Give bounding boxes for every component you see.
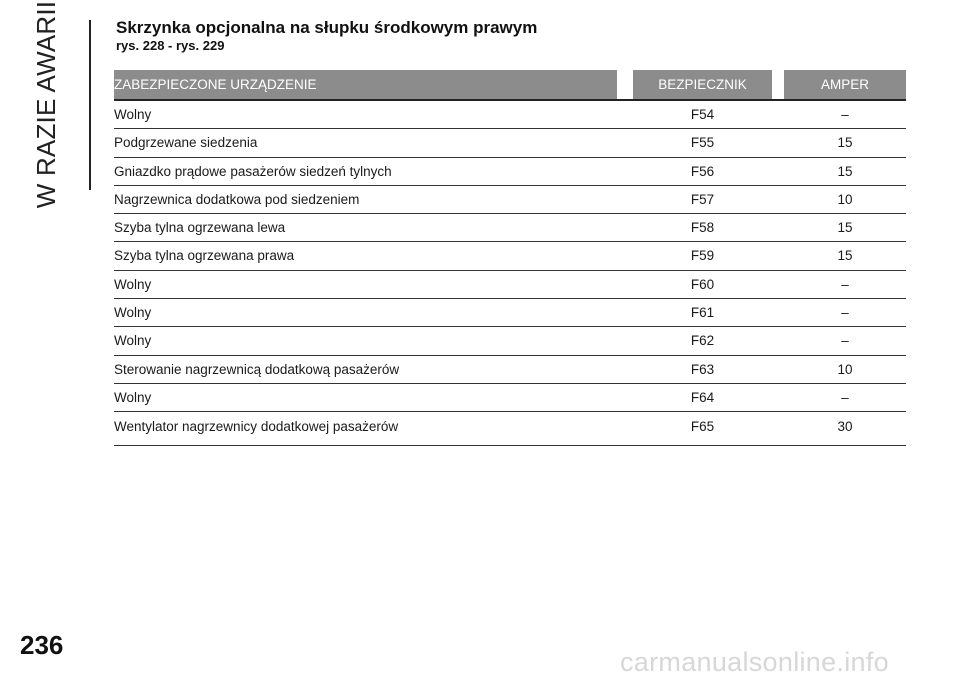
figure-reference: rys. 228 - rys. 229 — [116, 38, 225, 53]
side-divider — [89, 20, 91, 190]
cell-fuse: F63 — [690, 361, 715, 377]
cell-amp: 15 — [837, 248, 853, 264]
table-row — [114, 412, 906, 446]
cell-fuse: F55 — [690, 135, 715, 151]
cell-device: Wentylator nagrzewnicy dodatkowej pasażerów — [114, 419, 399, 435]
header-fuse: BEZPIECZNIK — [633, 70, 772, 99]
cell-amp: 10 — [837, 361, 853, 377]
page-title: Skrzynka opcjonalna na słupku środkowym prawym — [116, 18, 538, 37]
fuse-table — [114, 70, 906, 435]
cell-device: Sterowanie nagrzewnicą dodatkową pasażerów — [114, 361, 400, 377]
cell-fuse: F56 — [690, 163, 715, 179]
table-row — [114, 327, 906, 355]
cell-device: Wolny — [114, 333, 152, 349]
cell-fuse: F64 — [690, 389, 715, 405]
cell-fuse: F54 — [690, 107, 715, 122]
cell-device: Podgrzewane siedzenia — [114, 135, 258, 151]
section-side-title-text: W RAZIE AWARII — [31, 0, 62, 208]
cell-device: Szyba tylna ogrzewana lewa — [114, 220, 286, 236]
table-row — [114, 214, 906, 242]
watermark: carmanualsonline.info — [620, 647, 889, 677]
cell-amp: 30 — [837, 419, 853, 435]
cell-amp: 15 — [837, 135, 853, 151]
header-device: ZABEZPIECZONE URZĄDZENIE — [114, 70, 617, 99]
table-row — [114, 299, 906, 327]
table-row — [114, 129, 906, 157]
cell-amp: – — [841, 389, 849, 405]
cell-device: Nagrzewnica dodatkowa pod siedzeniem — [114, 191, 360, 207]
table-row — [114, 158, 906, 186]
cell-amp: – — [841, 333, 849, 349]
cell-fuse: F57 — [690, 191, 715, 207]
cell-amp: – — [841, 305, 849, 321]
cell-fuse: F59 — [690, 248, 715, 264]
page-number: 236 — [20, 630, 64, 660]
table-row — [114, 186, 906, 214]
cell-fuse: F58 — [690, 220, 715, 236]
section-side-title — [21, 0, 73, 208]
cell-device: Wolny — [114, 305, 152, 321]
header-amp: AMPER — [784, 70, 906, 99]
cell-amp: 15 — [837, 163, 853, 179]
cell-device: Wolny — [114, 107, 152, 122]
cell-device: Szyba tylna ogrzewana prawa — [114, 248, 295, 264]
table-body — [114, 101, 906, 446]
cell-fuse: F60 — [690, 276, 715, 292]
cell-amp: 10 — [837, 191, 853, 207]
table-row — [114, 384, 906, 412]
cell-device: Wolny — [114, 389, 152, 405]
cell-fuse: F61 — [690, 305, 715, 321]
cell-device: Wolny — [114, 276, 152, 292]
cell-fuse: F65 — [690, 419, 715, 435]
cell-amp: 15 — [837, 220, 853, 236]
table-header — [114, 70, 906, 99]
cell-amp: – — [841, 107, 849, 122]
cell-amp: – — [841, 276, 849, 292]
cell-device: Gniazdko prądowe pasażerów siedzeń tylnych — [114, 163, 392, 179]
table-row — [114, 101, 906, 129]
cell-fuse: F62 — [690, 333, 715, 349]
table-row — [114, 242, 906, 270]
table-row — [114, 356, 906, 384]
table-row — [114, 271, 906, 299]
